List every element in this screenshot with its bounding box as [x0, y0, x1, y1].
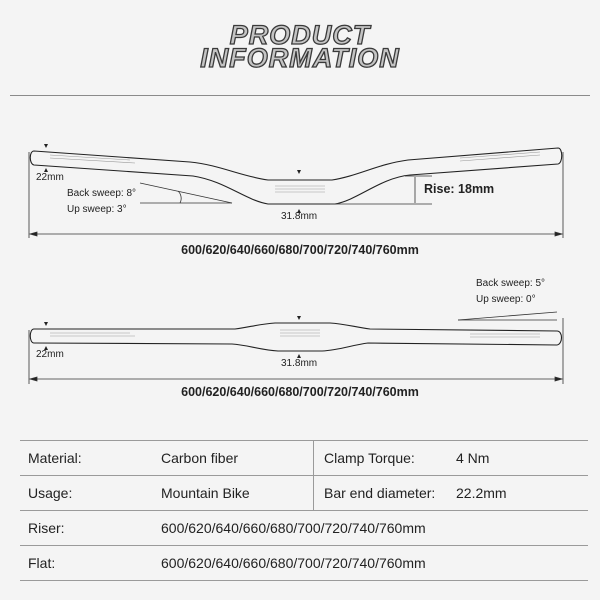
spec-value: 22.2mm — [456, 485, 507, 501]
spec-row-flat — [20, 546, 588, 581]
riser-clamp-diameter-label: 31.8mm — [281, 211, 318, 222]
spec-label: Clamp Torque: — [314, 441, 457, 476]
spec-value: Carbon fiber — [161, 450, 239, 466]
spec-value: 600/620/640/660/680/700/720/740/760mm — [161, 520, 426, 536]
flat-clamp-diameter-label: 31.8mm — [281, 358, 318, 369]
spec-value: Mountain Bike — [161, 485, 250, 501]
flat-lengths-label: 600/620/640/660/680/700/720/740/760mm — [181, 385, 419, 399]
riser-up-sweep-label: Up sweep: 3° — [67, 204, 127, 215]
flat-bar-drawing — [30, 323, 561, 351]
spec-value: 600/620/640/660/680/700/720/740/760mm — [161, 555, 426, 571]
riser-rise-label: Rise: 18mm — [424, 182, 495, 196]
page-title-line-2: INFORMATION — [200, 43, 400, 73]
flat-up-sweep-label: Up sweep: 0° — [476, 294, 536, 305]
flat-sweep-marker — [458, 312, 557, 320]
flat-end-diameter-label: 22mm — [36, 349, 64, 360]
spec-table — [20, 440, 588, 581]
rise-marker — [330, 176, 432, 204]
spec-label: Material: — [28, 450, 82, 466]
flat-back-sweep-label: Back sweep: 5° — [476, 278, 546, 289]
spec-row-usage — [20, 476, 588, 511]
spec-label: Riser: — [28, 520, 65, 536]
spec-value: 4 Nm — [456, 450, 490, 466]
riser-end-diameter-label: 22mm — [36, 172, 64, 183]
spec-row-material — [20, 441, 588, 476]
spec-label: Usage: — [28, 485, 73, 501]
riser-sweep-marker — [140, 183, 232, 203]
flat-diameter-ticks — [44, 316, 301, 358]
spec-label: Bar end diameter: — [314, 476, 457, 511]
page-title-line-1: PRODUCT — [229, 20, 371, 50]
spec-label: Flat: — [28, 555, 56, 571]
riser-lengths-label: 600/620/640/660/680/700/720/740/760mm — [181, 243, 419, 257]
riser-back-sweep-label: Back sweep: 8° — [67, 188, 137, 199]
spec-row-riser — [20, 511, 588, 546]
